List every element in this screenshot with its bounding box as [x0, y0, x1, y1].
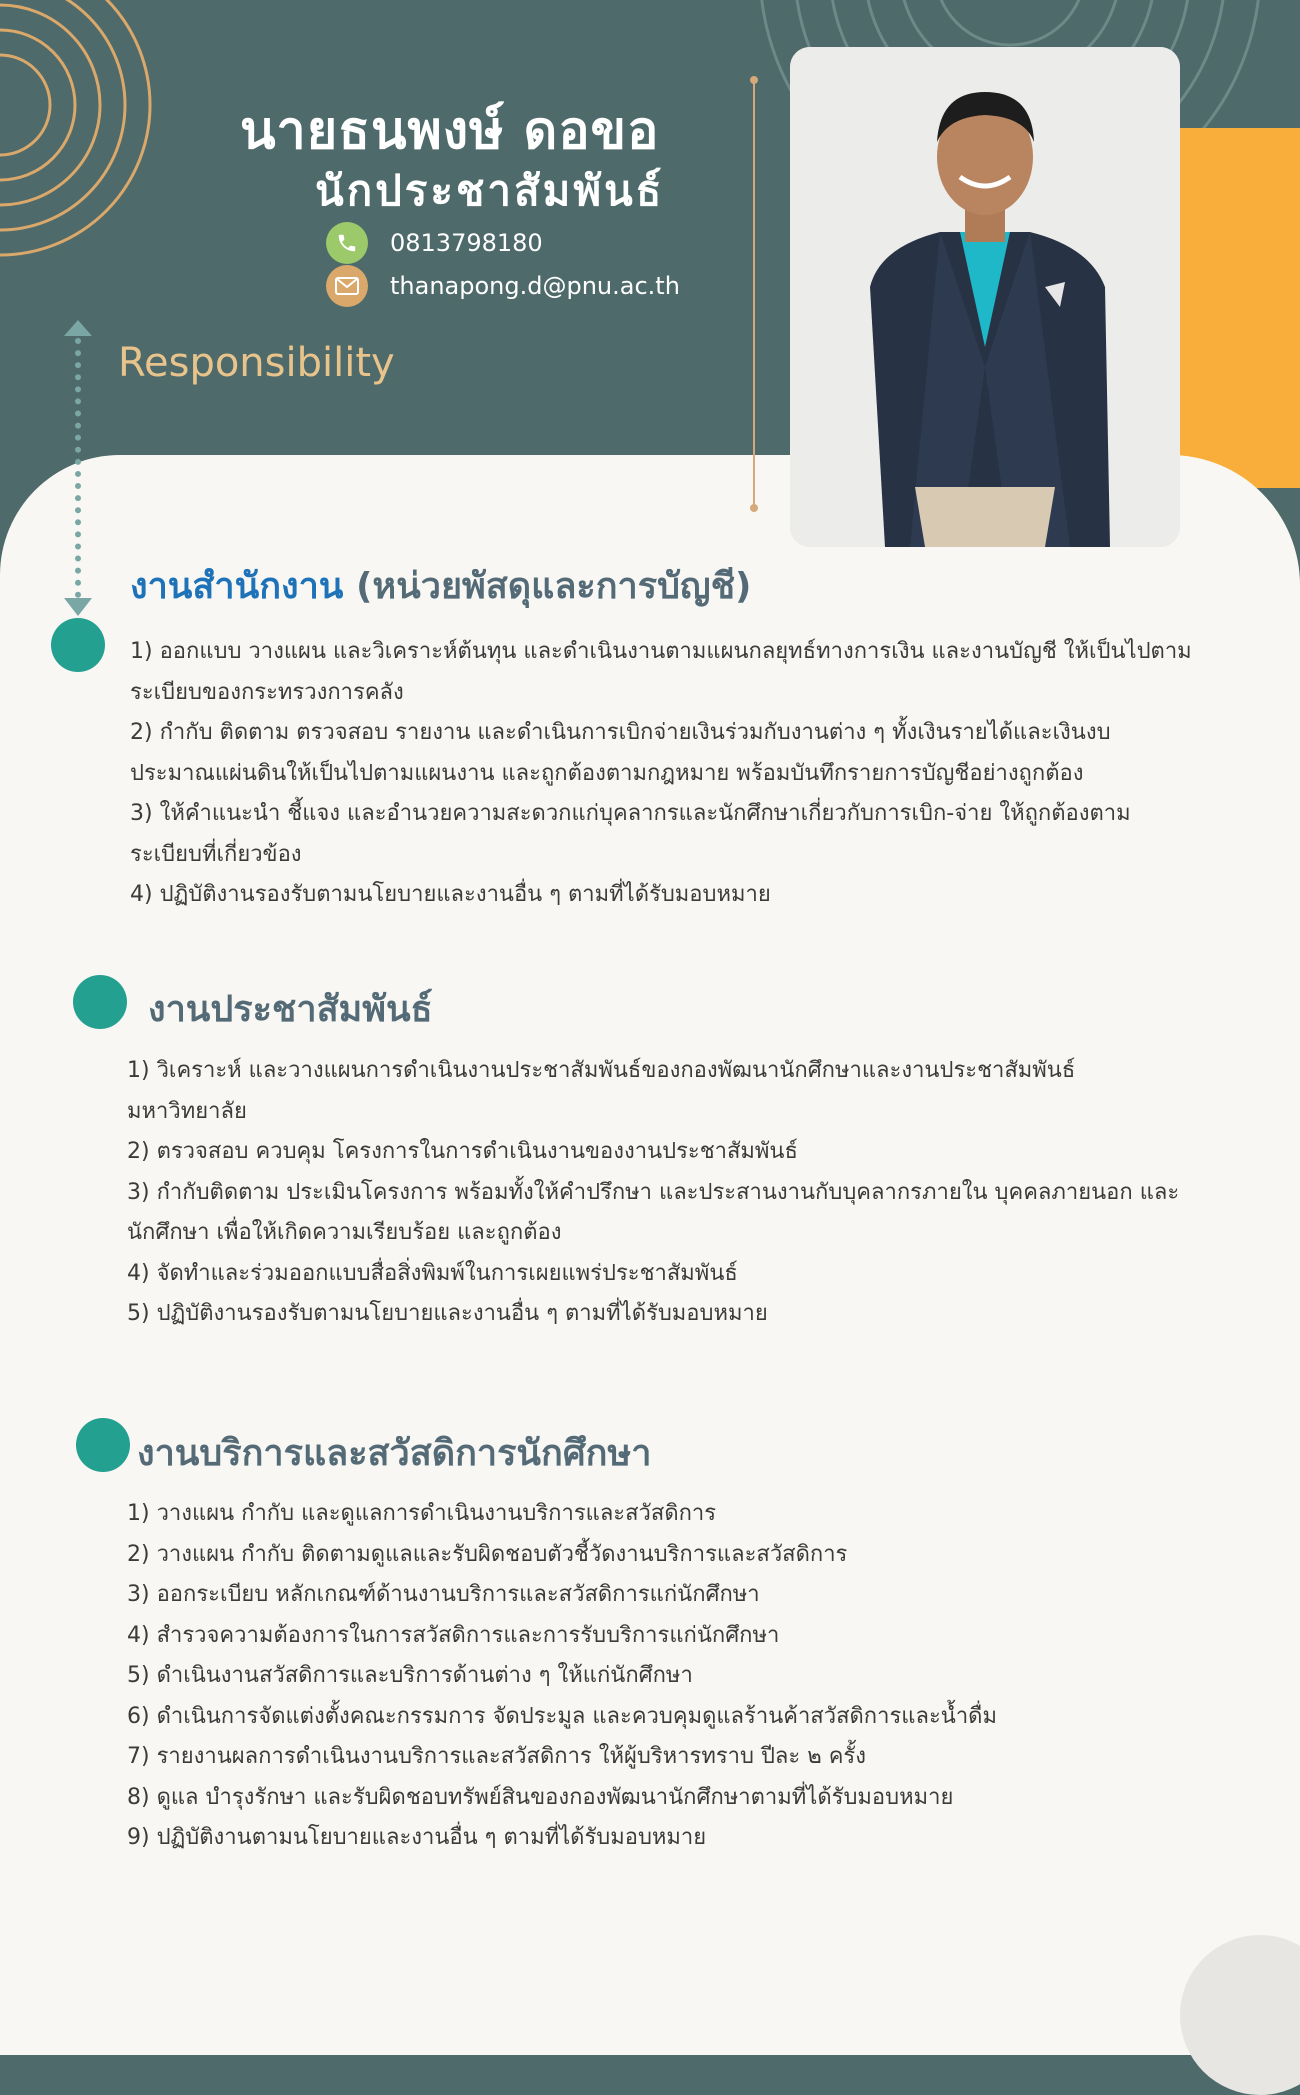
list-item: 5) ปฏิบัติงานรองรับตามนโยบายและงานอื่น ๆ ตามที่ได้รับมอบหมาย [127, 1301, 768, 1326]
section-title-office [130, 557, 752, 614]
email-contact [326, 265, 680, 307]
list-item: 3) ออกระเบียบ หลักเกณฑ์ด้านงานบริการและสวัสดิการแก่นักศึกษา [127, 1582, 760, 1607]
list-item: 1) ออกแบบ วางแผน และวิเคราะห์ต้นทุน และดำเนินงานตามแผนกลยุทธ์ทางการเงิน และงานบัญชี ให้เป็นไปตาม [130, 639, 1192, 664]
list-item: 1) วางแผน กำกับ และดูแลการดำเนินงานบริการและสวัสดิการ [127, 1501, 717, 1526]
profile-photo [790, 47, 1180, 547]
orange-accent-block [1180, 128, 1300, 488]
list-item: ระเบียบที่เกี่ยวข้อง [130, 841, 302, 867]
list-item: 1) วิเคราะห์ และวางแผนการดำเนินงานประชาสัมพันธ์ของกองพัฒนานักศึกษาและงานประชาสัมพันธ์ [127, 1058, 1076, 1083]
page-curl [1180, 1935, 1300, 2095]
section-bullet [76, 1418, 130, 1472]
email-address[interactable]: thanapong.d@pnu.ac.th [390, 272, 680, 300]
section-title-sub: (หน่วยพัสดุและการบัญชี) [355, 566, 752, 607]
list-item: 2) วางแผน กำกับ ติดตามดูแลและรับผิดชอบตัวชี้วัดงานบริการและสวัสดิการ [127, 1541, 848, 1567]
list-item: 6) ดำเนินการจัดแต่งตั้งคณะกรรมการ จัดประมูล และควบคุมดูแลร้านค้าสวัสดิการและน้ำดื่ม [127, 1703, 997, 1729]
list-item: 3) กำกับติดตาม ประเมินโครงการ พร้อมทั้งให้คำปรึกษา และประสานงานกับบุคลากรภายใน บุคคลภายนอก และ [127, 1179, 1180, 1205]
mail-icon [326, 265, 368, 307]
list-item: 2) ตรวจสอบ ควบคุม โครงการในการดำเนินงานของงานประชาสัมพันธ์ [127, 1139, 798, 1164]
dotted-connector [75, 338, 87, 598]
divider-line [753, 78, 755, 508]
list-item: 8) ดูแล บำรุงรักษา และรับผิดชอบทรัพย์สินของกองพัฒนานักศึกษาตามที่ได้รับมอบหมาย [127, 1784, 954, 1810]
welfare-duties-list [127, 1494, 1277, 1859]
office-duties-list [130, 632, 1260, 916]
list-item: 4) ปฏิบัติงานรองรับตามนโยบายและงานอื่น ๆ ตามที่ได้รับมอบหมาย [130, 882, 771, 907]
list-item: 2) กำกับ ติดตาม ตรวจสอบ รายงาน และดำเนินการเบิกจ่ายเงินร่วมกับงานต่าง ๆ ทั้งเงินรายได้และเงินงบ [130, 720, 1111, 745]
list-item: 5) ดำเนินงานสวัสดิการและบริการด้านต่าง ๆ ให้แก่นักศึกษา [127, 1663, 693, 1688]
list-item: 4) สำรวจความต้องการในการสวัสดิการและการรับบริการแก่นักศึกษา [127, 1622, 780, 1648]
phone-icon [326, 222, 368, 264]
person-role: นักประชาสัมพันธ์ [315, 166, 665, 215]
arrow-up-icon [64, 320, 92, 336]
list-item: 9) ปฏิบัติงานตามนโยบายและงานอื่น ๆ ตามที่ได้รับมอบหมาย [127, 1825, 707, 1850]
list-item: 7) รายงานผลการดำเนินงานบริการและสวัสดิการ ให้ผู้บริหารทราบ ปีละ ๒ ครั้ง [127, 1744, 866, 1769]
section-bullet [51, 618, 105, 672]
divider-cap [750, 76, 758, 84]
phone-contact [326, 222, 543, 264]
pr-duties-list [127, 1051, 1277, 1335]
section-title-main: งานสำนักงาน [130, 566, 344, 607]
divider-cap [750, 504, 758, 512]
phone-number[interactable]: 0813798180 [390, 229, 543, 257]
responsibility-label: Responsibility [118, 340, 395, 386]
arrow-down-icon [64, 598, 92, 616]
list-item: ประมาณแผ่นดินให้เป็นไปตามแผนงาน และถูกต้องตามกฎหมาย พร้อมบันทึกรายการบัญชีอย่างถูกต้อง [130, 760, 1084, 786]
section-title-welfare: งานบริการและสวัสดิการนักศึกษา [137, 1433, 652, 1474]
person-name: นายธนพงษ์ ดอขอ [240, 101, 660, 161]
list-item: 4) จัดทำและร่วมออกแบบสื่อสิ่งพิมพ์ในการเผยแพร่ประชาสัมพันธ์ [127, 1260, 738, 1286]
list-item: นักศึกษา เพื่อให้เกิดความเรียบร้อย และถูกต้อง [127, 1220, 562, 1245]
list-item: ระเบียบของกระทรวงการคลัง [130, 679, 404, 705]
list-item: มหาวิทยาลัย [127, 1098, 247, 1124]
section-bullet [73, 975, 127, 1029]
section-title-pr: งานประชาสัมพันธ์ [148, 989, 433, 1030]
list-item: 3) ให้คำแนะนำ ชี้แจง และอำนวยความสะดวกแก่บุคลากรและนักศึกษาเกี่ยวกับการเบิก-จ่าย ให้ถูกต้องตาม [130, 801, 1131, 826]
